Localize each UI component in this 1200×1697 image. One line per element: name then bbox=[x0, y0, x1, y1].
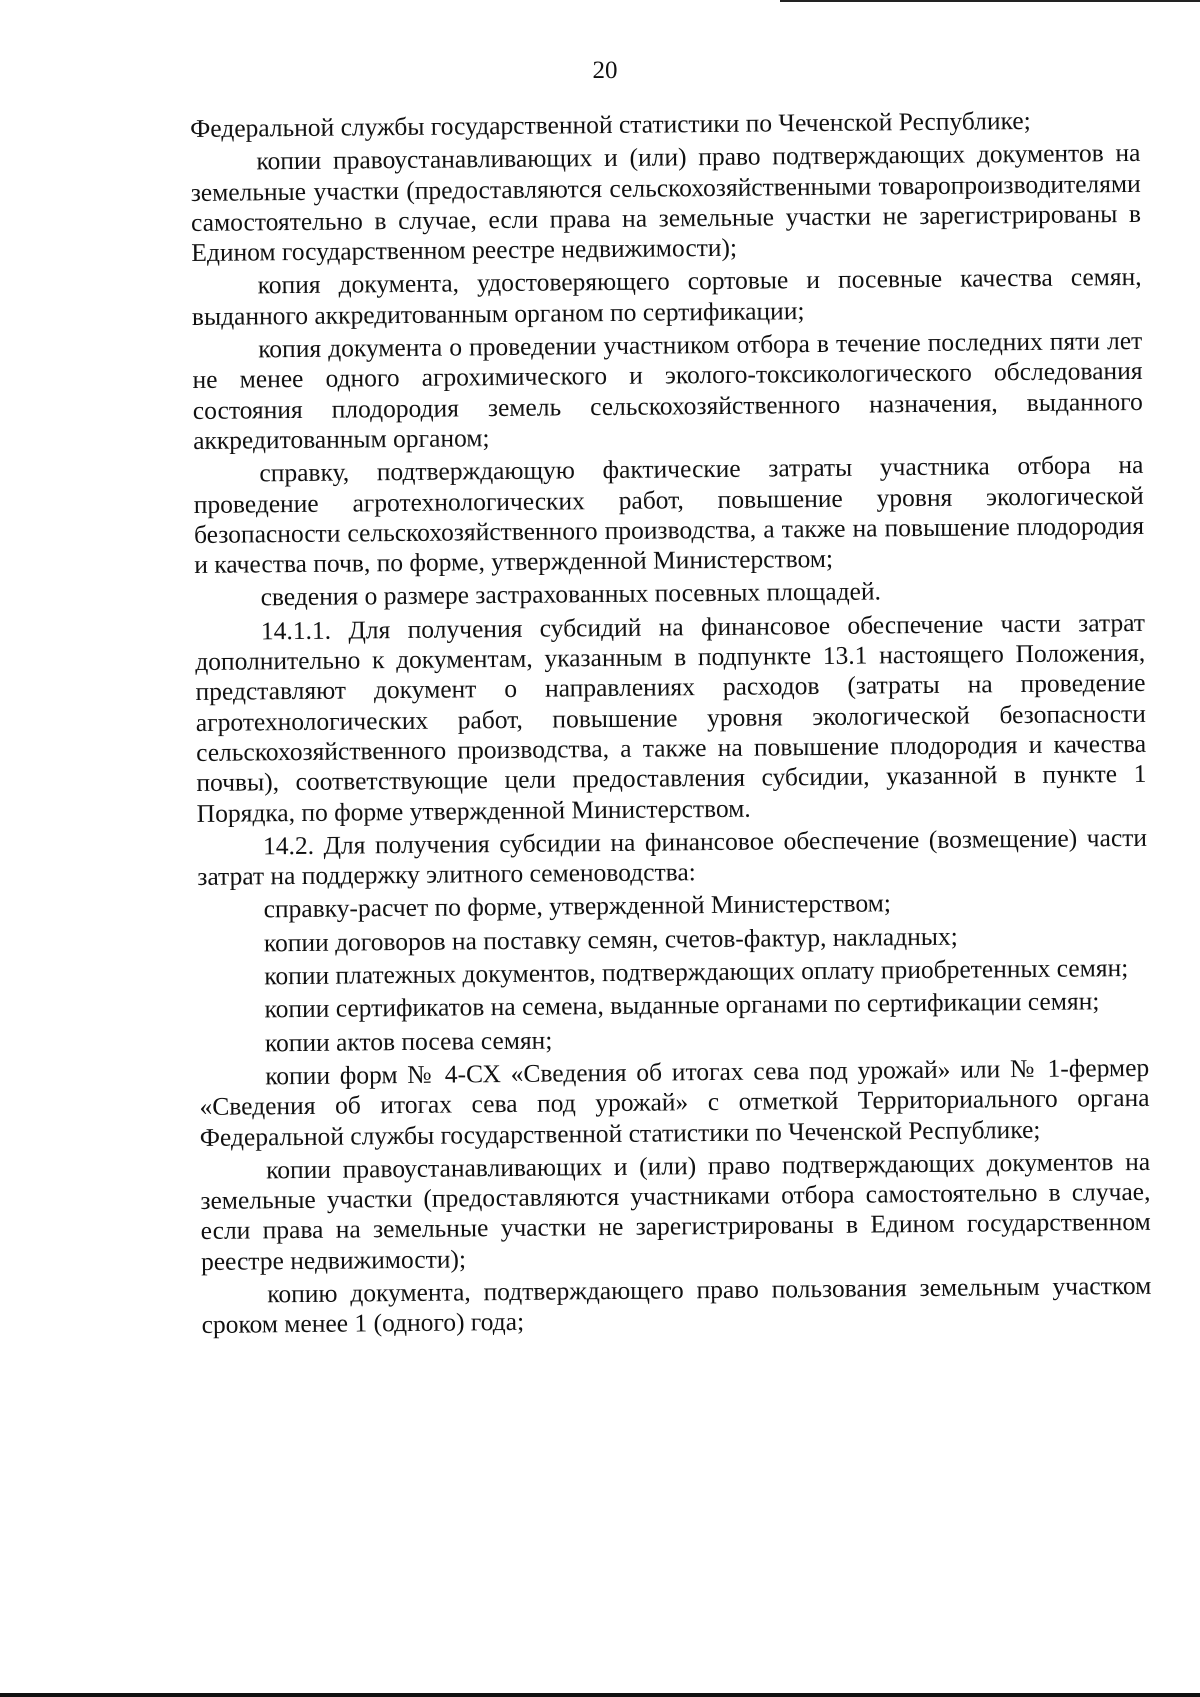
paragraph: копии сертификатов на семена, выданные органами по сертификации семян; bbox=[264, 986, 1100, 1024]
paragraph: копии правоустанавливающих и (или) право подтверждающих документов на земельные участки (предоставляются участниками отбора самостоятельно в случае, если права на земельные участки не зарегистрированы в Едином государственном реестре недвижимости); bbox=[200, 1146, 1151, 1276]
paragraph: справку, подтверждающую фактические затраты участника отбора на проведение агротехнологических работ, повышение уровня экологической безопасности сельскохозяйственного производства, а также на повышение плодородия и качества почв, по форме, утвержденной Министерством; bbox=[193, 450, 1145, 580]
document-page bbox=[0, 56, 1200, 1344]
paragraph: 14.2. Для получения субсидии на финансовое обеспечение (возмещение) части затрат на поддержку элитного семеноводства: bbox=[197, 822, 1148, 892]
paragraph: копии форм № 4-СХ «Сведения об итогах сева под урожай» или № 1-фермер «Сведения об итогах сева под урожай» с отметкой Территориального органа Федеральной службы государственной статистики по Чеченской Республике; bbox=[199, 1052, 1150, 1152]
paragraph: Федеральной службы государственной статистики по Чеченской Республике; bbox=[190, 105, 1031, 143]
paragraph: копия документа, удостоверяющего сортовые и посевные качества семян, выданного аккредитованным органом по сертификации; bbox=[191, 262, 1142, 331]
page-number: 20 bbox=[592, 57, 618, 84]
paragraph: 14.1.1. Для получения субсидий на финансовое обеспечение части затрат дополнительно к документам, указанным в подпункте 13.1 настоящего Положения, представляют документ о направлениях расходов (затраты на проведение агротехнологических работ, повышение уровня экологической безопасности сельскохозяйственного производства, а также на повышение плодородия и качества почвы), соответствующие цели предоставления субсидии, указанной в пункте 1 Порядка, по форме утвержденной Министерством. bbox=[195, 607, 1147, 828]
scan-edge-top bbox=[780, 0, 1200, 2]
paragraph: справку-расчет по форме, утвержденной Министерством; bbox=[263, 888, 892, 924]
document-body bbox=[190, 105, 1152, 1341]
paragraph: копии правоустанавливающих и (или) право подтверждающих документов на земельные участки (предоставляются сельскохозяйственными товаропроизводителями самостоятельно в случае, если права на земельные участки не зарегистрированы в Едином государственном реестре недвижимости); bbox=[190, 138, 1142, 268]
paragraph: сведения о размере застрахованных посевных площадей. bbox=[260, 576, 882, 612]
paragraph: копии договоров на поставку семян, счетов-фактур, накладных; bbox=[263, 921, 958, 958]
paragraph: копии платежных документов, подтверждающих оплату приобретенных семян; bbox=[264, 953, 1129, 991]
paragraph: копия документа о проведении участником отбора в течение последних пяти лет не менее одного агрохимического и эколого-токсикологического обследования состояния плодородия земель сельскохозяйственного назначения, выданного аккредитованным органом; bbox=[192, 325, 1143, 455]
scan-edge-bottom bbox=[0, 1693, 1200, 1697]
paragraph: копию документа, подтверждающего право пользования земельным участком сроком менее 1 (одного) года; bbox=[201, 1270, 1152, 1340]
paragraph: копии актов посева семян; bbox=[264, 1025, 553, 1057]
